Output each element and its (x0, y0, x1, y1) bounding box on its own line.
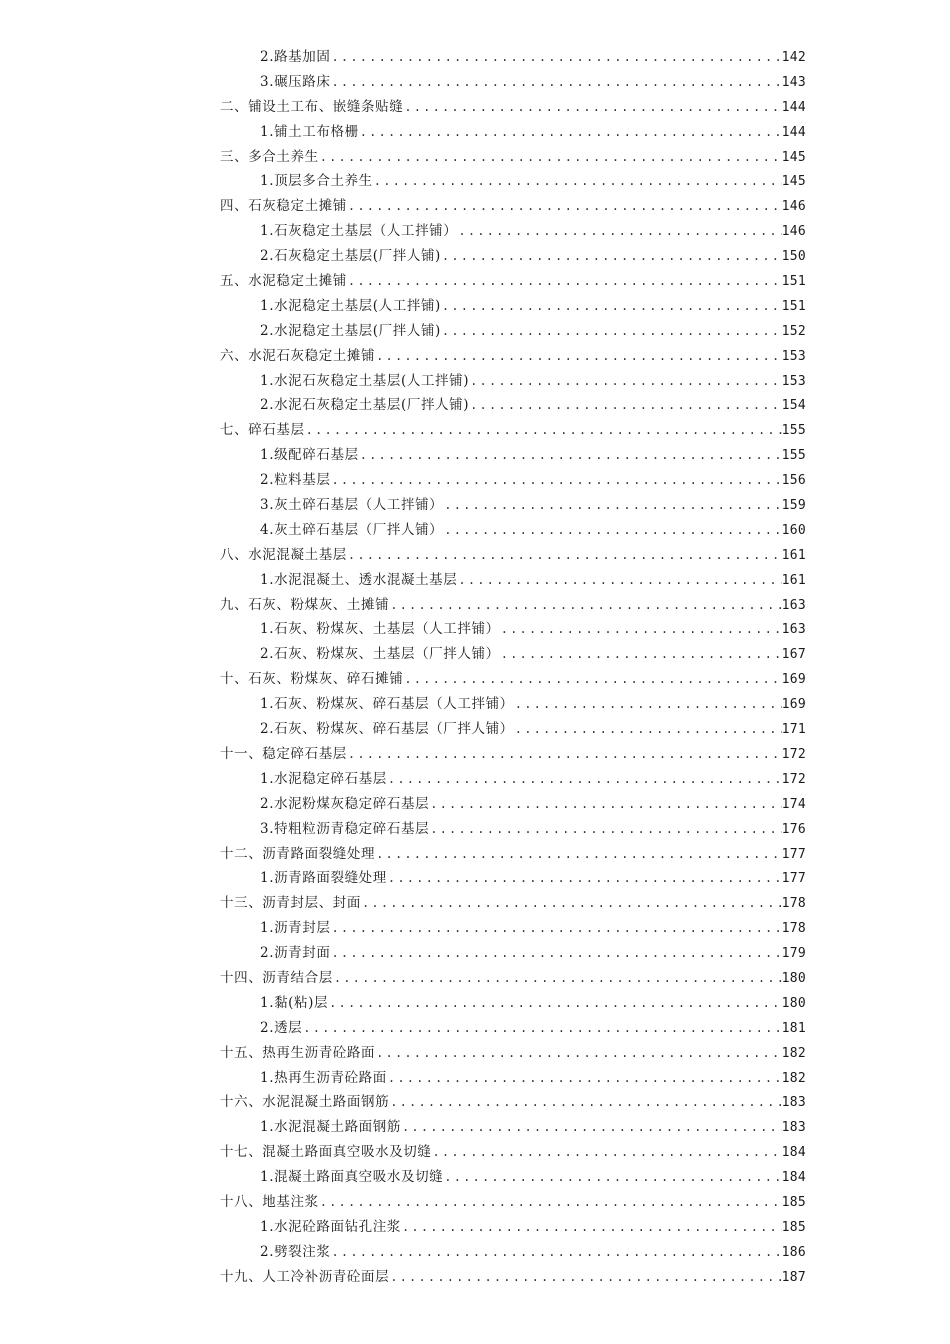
toc-entry-title: 2.石灰稳定土基层(厂拌人铺) (260, 248, 441, 265)
toc-entry-title: 1.石灰稳定土基层（人工拌铺） (260, 223, 458, 240)
toc-dot-leader (441, 319, 782, 344)
toc-dot-leader (328, 991, 781, 1016)
toc-entry-page-number: 151 (781, 274, 806, 290)
toc-entry-page-number: 161 (781, 572, 806, 588)
toc-dot-leader (432, 1140, 782, 1165)
toc-entry-title: 三、多合土养生 (220, 148, 319, 165)
toc-dot-leader (375, 344, 782, 369)
toc-entry-page-number: 155 (781, 423, 806, 439)
toc-subsection-entry[interactable] (220, 120, 806, 145)
toc-subsection-entry[interactable] (220, 45, 806, 70)
toc-dot-leader (347, 269, 782, 294)
toc-entry-page-number: 145 (781, 174, 806, 190)
toc-dot-leader (375, 842, 782, 867)
toc-dot-leader (500, 642, 782, 667)
toc-section-entry[interactable] (220, 145, 806, 170)
toc-dot-leader (469, 393, 781, 418)
toc-entry-page-number: 161 (781, 547, 806, 563)
toc-entry-page-number: 152 (781, 323, 806, 339)
toc-dot-leader (403, 95, 781, 120)
toc-entry-title: 2.水泥稳定土基层(厂拌人铺) (260, 322, 441, 339)
toc-section-entry[interactable] (220, 95, 806, 120)
toc-entry-title: 2.路基加固 (260, 49, 331, 65)
toc-dot-leader (389, 1090, 781, 1115)
toc-dot-leader (359, 443, 782, 468)
toc-subsection-entry[interactable] (220, 1165, 806, 1190)
toc-entry-page-number: 159 (781, 498, 806, 514)
toc-dot-leader (330, 70, 781, 95)
toc-entry-title: 十二、沥青路面裂缝处理 (220, 845, 376, 862)
toc-entry-title: 1.沥青封层 (260, 920, 331, 937)
toc-dot-leader (389, 593, 781, 618)
toc-subsection-entry[interactable] (220, 617, 806, 642)
toc-dot-leader (500, 617, 782, 642)
toc-section-entry[interactable] (220, 593, 806, 618)
toc-dot-leader (443, 1165, 781, 1190)
toc-dot-leader (514, 692, 782, 717)
toc-entry-page-number: 167 (781, 647, 806, 663)
toc-dot-leader (347, 543, 782, 568)
toc-dot-leader (319, 145, 782, 170)
toc-dot-leader (441, 244, 782, 269)
toc-entry-page-number: 172 (781, 771, 806, 787)
toc-section-entry[interactable] (220, 1041, 806, 1066)
toc-entry-page-number: 163 (781, 597, 806, 613)
toc-entry-page-number: 169 (781, 697, 806, 713)
toc-subsection-entry[interactable] (220, 717, 806, 742)
toc-entry-title: 十三、沥青封层、封面 (220, 895, 361, 912)
toc-subsection-entry[interactable] (220, 817, 806, 842)
toc-subsection-entry[interactable] (220, 468, 806, 493)
toc-entry-page-number: 187 (781, 1269, 806, 1285)
toc-entry-title: 1.顶层多合土养生 (260, 173, 373, 190)
toc-dot-leader (457, 568, 781, 593)
toc-dot-leader (401, 1115, 782, 1140)
toc-entry-page-number: 144 (781, 99, 806, 115)
toc-subsection-entry[interactable] (220, 369, 806, 394)
toc-dot-leader (441, 294, 782, 319)
toc-entry-title: 3.特粗粒沥青稳定碎石基层 (260, 820, 430, 837)
toc-subsection-entry[interactable] (220, 991, 806, 1016)
toc-dot-leader (387, 767, 782, 792)
toc-entry-title: 3.灰土碎石基层（人工拌铺） (260, 497, 444, 514)
toc-entry-title: 五、水泥稳定土摊铺 (220, 273, 347, 290)
toc-entry-page-number: 180 (781, 995, 806, 1011)
toc-entry-page-number: 145 (781, 149, 806, 165)
toc-entry-title: 2.石灰、粉煤灰、土基层（厂拌人铺） (260, 646, 500, 663)
toc-subsection-entry[interactable] (220, 692, 806, 717)
toc-entry-title: 2.石灰、粉煤灰、碎石基层（厂拌人铺） (260, 721, 514, 738)
toc-entry-title: 2.水泥粉煤灰稳定碎石基层 (260, 795, 430, 812)
toc-subsection-entry[interactable] (220, 866, 806, 891)
toc-subsection-entry[interactable] (220, 219, 806, 244)
toc-subsection-entry[interactable] (220, 1215, 806, 1240)
toc-subsection-entry[interactable] (220, 568, 806, 593)
toc-dot-leader (387, 866, 782, 891)
toc-entry-title: 2.水泥石灰稳定土基层(厂拌人铺) (260, 397, 470, 414)
toc-section-entry[interactable] (220, 742, 806, 767)
toc-entry-page-number: 160 (781, 522, 806, 538)
toc-entry-page-number: 142 (781, 50, 806, 65)
toc-entry-page-number: 186 (781, 1244, 806, 1260)
toc-subsection-entry[interactable] (220, 767, 806, 792)
toc-entry-page-number: 181 (781, 1020, 806, 1036)
toc-entry-page-number: 172 (781, 746, 806, 762)
toc-dot-leader (361, 891, 782, 916)
toc-entry-page-number: 183 (781, 1120, 806, 1136)
toc-subsection-entry[interactable] (220, 244, 806, 269)
toc-dot-leader (373, 169, 782, 194)
toc-entry-title: 1.水泥砼路面钻孔注浆 (260, 1218, 401, 1235)
toc-section-entry[interactable] (220, 1140, 806, 1165)
toc-dot-leader (514, 717, 782, 742)
toc-dot-leader (302, 1016, 781, 1041)
toc-dot-leader (403, 667, 781, 692)
toc-entry-page-number: 183 (781, 1095, 806, 1111)
toc-subsection-entry[interactable] (220, 169, 806, 194)
toc-section-entry[interactable] (220, 269, 806, 294)
toc-entry-title: 1.水泥石灰稳定土基层(人工拌铺) (260, 372, 470, 389)
toc-subsection-entry[interactable] (220, 493, 806, 518)
toc-entry-page-number: 182 (781, 1045, 806, 1061)
toc-entry-title: 十四、沥青结合层 (220, 969, 333, 986)
toc-entry-title: 十六、水泥混凝土路面钢筋 (220, 1094, 390, 1111)
toc-dot-leader (429, 792, 781, 817)
toc-subsection-entry[interactable] (220, 443, 806, 468)
toc-dot-leader (305, 418, 782, 443)
toc-dot-leader (347, 194, 782, 219)
toc-entry-page-number: 150 (781, 249, 806, 265)
toc-dot-leader (330, 1240, 781, 1265)
toc-entry-title: 九、石灰、粉煤灰、土摊铺 (220, 596, 390, 613)
toc-entry-page-number: 143 (781, 74, 806, 90)
toc-subsection-entry[interactable] (220, 916, 806, 941)
toc-section-entry[interactable] (220, 344, 806, 369)
toc-dot-leader (389, 1265, 781, 1290)
toc-entry-title: 2.沥青封面 (260, 945, 331, 962)
toc-entry-page-number: 179 (781, 946, 806, 962)
toc-entry-page-number: 177 (781, 871, 806, 887)
toc-entry-page-number: 163 (781, 622, 806, 638)
toc-entry-page-number: 178 (781, 921, 806, 937)
toc-subsection-entry[interactable] (220, 642, 806, 667)
toc-entry-page-number: 153 (781, 348, 806, 364)
toc-section-entry[interactable] (220, 1090, 806, 1115)
toc-entry-title: 1.混凝土路面真空吸水及切缝 (260, 1169, 444, 1186)
toc-entry-title: 1.黏(粘)层 (260, 994, 329, 1011)
toc-entry-title: 十、石灰、粉煤灰、碎石摊铺 (220, 671, 404, 688)
toc-entry-title: 1.沥青路面裂缝处理 (260, 870, 387, 887)
toc-entry-title: 1.石灰、粉煤灰、土基层（人工拌铺） (260, 621, 500, 638)
toc-entry-page-number: 154 (781, 398, 806, 414)
toc-entry-title: 十九、人工冷补沥青砼面层 (220, 1268, 390, 1285)
toc-dot-leader (387, 1066, 782, 1091)
toc-section-entry[interactable] (220, 667, 806, 692)
toc-entry-page-number: 144 (781, 124, 806, 140)
toc-entry-title: 二、铺设土工布、嵌缝条贴缝 (220, 98, 404, 115)
toc-entry-page-number: 146 (781, 199, 806, 215)
toc-dot-leader (330, 916, 781, 941)
toc-entry-page-number: 153 (781, 373, 806, 389)
toc-dot-leader (443, 518, 781, 543)
toc-entry-title: 十五、热再生沥青砼路面 (220, 1044, 376, 1061)
toc-entry-title: 十七、混凝土路面真空吸水及切缝 (220, 1144, 432, 1161)
toc-entry-page-number: 174 (781, 796, 806, 812)
toc-entry-title: 1.级配碎石基层 (260, 447, 359, 464)
toc-entry-page-number: 146 (781, 224, 806, 240)
toc-subsection-entry[interactable] (220, 294, 806, 319)
toc-dot-leader (333, 966, 782, 991)
toc-subsection-entry[interactable] (220, 319, 806, 344)
toc-entry-page-number: 176 (781, 821, 806, 837)
toc-dot-leader (359, 120, 782, 145)
toc-section-entry[interactable] (220, 1265, 806, 1290)
toc-entry-title: 十一、稳定碎石基层 (220, 745, 347, 762)
table-of-contents (220, 45, 806, 1290)
toc-entry-title: 1.水泥混凝土路面钢筋 (260, 1119, 401, 1136)
toc-entry-title: 1.铺土工布格栅 (260, 123, 359, 140)
toc-dot-leader (401, 1215, 782, 1240)
toc-section-entry[interactable] (220, 543, 806, 568)
toc-subsection-entry[interactable] (220, 1240, 806, 1265)
toc-entry-page-number: 155 (781, 448, 806, 464)
toc-subsection-entry[interactable] (220, 792, 806, 817)
toc-entry-page-number: 156 (781, 473, 806, 489)
toc-section-entry[interactable] (220, 1190, 806, 1215)
toc-dot-leader (330, 45, 781, 70)
toc-subsection-entry[interactable] (220, 941, 806, 966)
toc-entry-title: 十八、地基注浆 (220, 1193, 319, 1210)
toc-entry-page-number: 182 (781, 1070, 806, 1086)
toc-entry-page-number: 171 (781, 722, 806, 738)
toc-entry-title: 1.热再生沥青砼路面 (260, 1069, 387, 1086)
toc-entry-title: 3.碾压路床 (260, 73, 331, 90)
toc-section-entry[interactable] (220, 966, 806, 991)
toc-entry-title: 八、水泥混凝土基层 (220, 546, 347, 563)
toc-subsection-entry[interactable] (220, 393, 806, 418)
toc-entry-page-number: 169 (781, 672, 806, 688)
toc-section-entry[interactable] (220, 418, 806, 443)
toc-dot-leader (330, 941, 781, 966)
toc-entry-title: 六、水泥石灰稳定土摊铺 (220, 347, 376, 364)
toc-entry-title: 1.水泥混凝土、透水混凝土基层 (260, 571, 458, 588)
toc-dot-leader (443, 493, 781, 518)
toc-entry-title: 1.水泥稳定碎石基层 (260, 770, 387, 787)
toc-section-entry[interactable] (220, 891, 806, 916)
toc-subsection-entry[interactable] (220, 1115, 806, 1140)
toc-subsection-entry[interactable] (220, 518, 806, 543)
toc-entry-page-number: 177 (781, 846, 806, 862)
toc-entry-page-number: 184 (781, 1145, 806, 1161)
toc-subsection-entry[interactable] (220, 1016, 806, 1041)
toc-subsection-entry[interactable] (220, 1066, 806, 1091)
toc-entry-title: 1.石灰、粉煤灰、碎石基层（人工拌铺） (260, 696, 514, 713)
toc-entry-title: 1.水泥稳定土基层(人工拌铺) (260, 297, 441, 314)
toc-entry-title: 2.透层 (260, 1019, 303, 1036)
toc-entry-page-number: 151 (781, 298, 806, 314)
toc-entry-title: 2.粒料基层 (260, 472, 331, 489)
toc-entry-page-number: 184 (781, 1170, 806, 1186)
toc-subsection-entry[interactable] (220, 70, 806, 95)
toc-entry-page-number: 185 (781, 1219, 806, 1235)
toc-dot-leader (319, 1190, 782, 1215)
toc-dot-leader (375, 1041, 782, 1066)
toc-entry-title: 2.劈裂注浆 (260, 1243, 331, 1260)
toc-dot-leader (429, 817, 781, 842)
toc-dot-leader (330, 468, 781, 493)
toc-entry-title: 七、碎石基层 (220, 422, 305, 439)
toc-dot-leader (457, 219, 781, 244)
toc-section-entry[interactable] (220, 842, 806, 867)
toc-section-entry[interactable] (220, 194, 806, 219)
toc-entry-page-number: 180 (781, 970, 806, 986)
toc-dot-leader (347, 742, 782, 767)
toc-entry-title: 四、石灰稳定土摊铺 (220, 198, 347, 215)
toc-entry-title: 4.灰土碎石基层（厂拌人铺） (260, 521, 444, 538)
toc-entry-page-number: 178 (781, 896, 806, 912)
toc-entry-page-number: 185 (781, 1194, 806, 1210)
toc-dot-leader (469, 369, 781, 394)
